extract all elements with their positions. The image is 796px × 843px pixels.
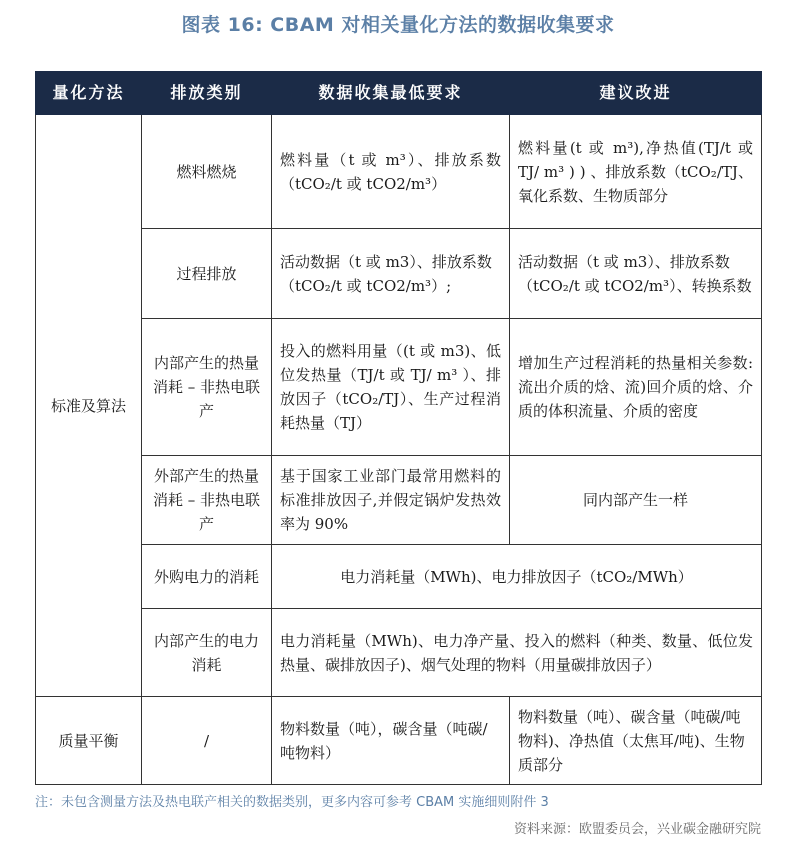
row-category: 内部产生的电力消耗 [142, 609, 272, 697]
row-category: / [142, 697, 272, 785]
group-standard: 标准及算法 [36, 115, 142, 697]
row-minimum: 活动数据（t 或 m3）、排放系数（tCO₂/t 或 tCO2/m³）; [272, 229, 510, 319]
table-row [36, 456, 762, 545]
row-category: 燃料燃烧 [142, 115, 272, 229]
row-improve: 活动数据（t 或 m3）、排放系数（tCO₂/t 或 tCO2/m³）、转换系数 [510, 229, 762, 319]
table-row [36, 545, 762, 609]
table-row [36, 697, 762, 785]
header-category: 排放类别 [142, 72, 272, 115]
group-mass-balance: 质量平衡 [36, 697, 142, 785]
row-improve: 同内部产生一样 [510, 456, 762, 545]
row-merged: 电力消耗量（MWh)、电力排放因子（tCO₂/MWh） [272, 545, 762, 609]
data-requirements-table [35, 71, 762, 785]
row-improve: 燃料量(t 或 m³),净热值(TJ/t 或 TJ/ m³ ) ) 、排放系数（tCO₂/TJ、氧化系数、生物质部分 [510, 115, 762, 229]
row-category: 过程排放 [142, 229, 272, 319]
row-improve: 增加生产过程消耗的热量相关参数:流出介质的焓、流)回介质的焓、介质的体积流量、介质的密度 [510, 319, 762, 456]
row-minimum: 物料数量（吨），碳含量（吨碳/吨物料） [272, 697, 510, 785]
header-improve: 建议改进 [510, 72, 762, 115]
header-method: 量化方法 [36, 72, 142, 115]
row-category: 外部产生的热量消耗 – 非热电联产 [142, 456, 272, 545]
source-credit: 资料来源：欧盟委员会，兴业碳金融研究院 [513, 822, 761, 837]
table-row [36, 229, 762, 319]
row-merged: 电力消耗量（MWh)、电力净产量、投入的燃料（种类、数量、低位发热量、碳排放因子)、烟气处理的物料（用量碳排放因子） [272, 609, 762, 697]
table-row [36, 115, 762, 229]
row-category: 外购电力的消耗 [142, 545, 272, 609]
figure-title: 图表 16: CBAM 对相关量化方法的数据收集要求 [181, 14, 615, 36]
row-minimum: 基于国家工业部门最常用燃料的标准排放因子,并假定锅炉发热效率为 90% [272, 456, 510, 545]
row-minimum: 投入的燃料用量（(t 或 m3)、低位发热量（TJ/t 或 TJ/ m³ ）、排放因子（tCO₂/TJ）、生产过程消耗热量（TJ） [272, 319, 510, 456]
footnote: 注：未包含测量方法及热电联产相关的数据类别，更多内容可参考 CBAM 实施细则附件 3 [35, 795, 549, 810]
row-category: 内部产生的热量消耗 – 非热电联产 [142, 319, 272, 456]
row-minimum: 燃料量（t 或 m³）、排放系数（tCO₂/t 或 tCO2/m³） [272, 115, 510, 229]
table-row [36, 319, 762, 456]
table-header-row [36, 72, 762, 115]
table-row [36, 609, 762, 697]
row-improve: 物料数量（吨）、碳含量（吨碳/吨物料)、净热值（太焦耳/吨)、生物质部分 [510, 697, 762, 785]
header-minimum: 数据收集最低要求 [272, 72, 510, 115]
